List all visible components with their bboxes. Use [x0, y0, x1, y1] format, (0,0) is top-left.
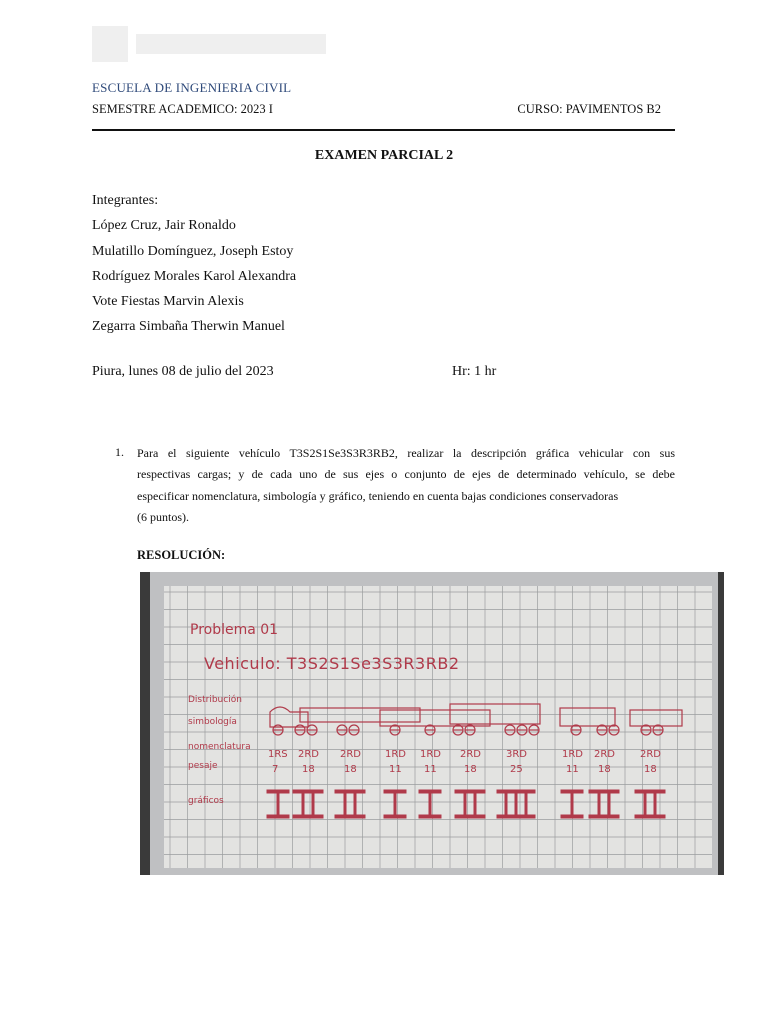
exam-date: Piura, lunes 08 de julio del 2023 [92, 364, 274, 379]
member-name: Rodríguez Morales Karol Alexandra [92, 268, 297, 284]
axle-graphic [277, 793, 279, 815]
axle-graphic [505, 793, 507, 815]
axle-graphic [515, 793, 517, 815]
axle-graphic [344, 793, 346, 815]
question-text [137, 443, 675, 528]
axle-graphic [464, 793, 466, 815]
nomenclature-label: 3RD [506, 749, 528, 760]
axle-graphic [394, 793, 396, 815]
weight-label: 18 [644, 764, 657, 775]
member-name: Vote Fiestas Marvin Alexis [92, 294, 244, 310]
question-line: (6 puntos). [137, 509, 189, 524]
axle-graphic [429, 793, 431, 815]
semester-label: SEMESTRE ACADEMICO: 2023 I [92, 102, 273, 116]
nomenclature-label: 1RD [562, 749, 584, 760]
axle-graphic [608, 793, 610, 815]
notebook-photo [140, 572, 724, 875]
axle-graphic [571, 793, 573, 815]
axle-graphic [525, 793, 527, 815]
course-label: CURSO: PAVIMENTOS B2 [517, 102, 661, 116]
axle-graphic [654, 793, 656, 815]
question-line: Para el siguiente vehículo T3S2S1Se3S3R3RB2, realizar la descripción gráfica vehicular con sus [137, 446, 675, 460]
school-name: ESCUELA DE INGENIERIA CIVIL [92, 80, 292, 95]
members-label: Integrantes: [92, 193, 159, 208]
nomenclature-label: 2RD [640, 749, 662, 760]
axle-graphic [293, 815, 323, 818]
row-label: gráficos [188, 796, 224, 806]
question-line: especificar nomenclatura, simbología y gráfico, teniendo en cuenta bajas condiciones conservadoras [137, 488, 619, 503]
weight-label: 18 [302, 764, 315, 775]
weight-label: 11 [566, 764, 579, 775]
nomenclature-label: 1RD [420, 749, 442, 760]
nomenclature-label: 2RD [594, 749, 616, 760]
axle-graphic [455, 790, 485, 793]
axle-graphic [302, 793, 304, 815]
weight-label: 25 [510, 764, 523, 775]
axle-graphic [474, 793, 476, 815]
axle-graphic [293, 790, 323, 793]
axle-graphic [335, 815, 365, 818]
weight-label: 11 [389, 764, 402, 775]
member-name: Zegarra Simbaña Therwin Manuel [92, 319, 285, 335]
axle-graphic [589, 815, 619, 818]
weight-label: 18 [344, 764, 357, 775]
axle-graphic [644, 793, 646, 815]
axle-graphic [635, 815, 665, 818]
members-list [92, 188, 296, 340]
notebook-heading: Problema 01 [190, 622, 279, 638]
weight-label: 18 [598, 764, 611, 775]
weight-label: 11 [424, 764, 437, 775]
weight-label: 7 [272, 764, 279, 775]
member-name: Mulatillo Domínguez, Joseph Estoy [92, 243, 294, 259]
nomenclature-label: 1RD [385, 749, 407, 760]
question-line: respectivas cargas; y de cada uno de sus ejes o conjunto de ejes de determinado vehículo, se debe [137, 467, 675, 482]
exam-duration: Hr: 1 hr [452, 364, 497, 379]
resolution-label: RESOLUCIÓN: [137, 548, 226, 562]
axle-graphic [635, 790, 665, 793]
axle-graphic [335, 790, 365, 793]
row-label: nomenclatura [188, 742, 251, 752]
axle-graphic [312, 793, 314, 815]
nomenclature-label: 2RD [460, 749, 482, 760]
axle-graphic [455, 815, 485, 818]
question-number: 1. [115, 445, 124, 459]
weight-label: 18 [464, 764, 477, 775]
header-divider [92, 129, 675, 131]
axle-graphic [354, 793, 356, 815]
notebook-vehicle: Vehiculo: T3S2S1Se3S3R3RB2 [204, 654, 460, 673]
row-label: simbología [188, 717, 237, 727]
member-name: López Cruz, Jair Ronaldo [92, 218, 236, 234]
nomenclature-label: 2RD [340, 749, 362, 760]
axle-graphic [598, 793, 600, 815]
axle-graphic [589, 790, 619, 793]
exam-title: EXAMEN PARCIAL 2 [314, 148, 454, 163]
row-label: Distribución [188, 695, 242, 705]
nomenclature-label: 1RS [268, 749, 288, 760]
row-label: pesaje [188, 761, 218, 771]
university-logo [92, 22, 332, 66]
nomenclature-label: 2RD [298, 749, 320, 760]
